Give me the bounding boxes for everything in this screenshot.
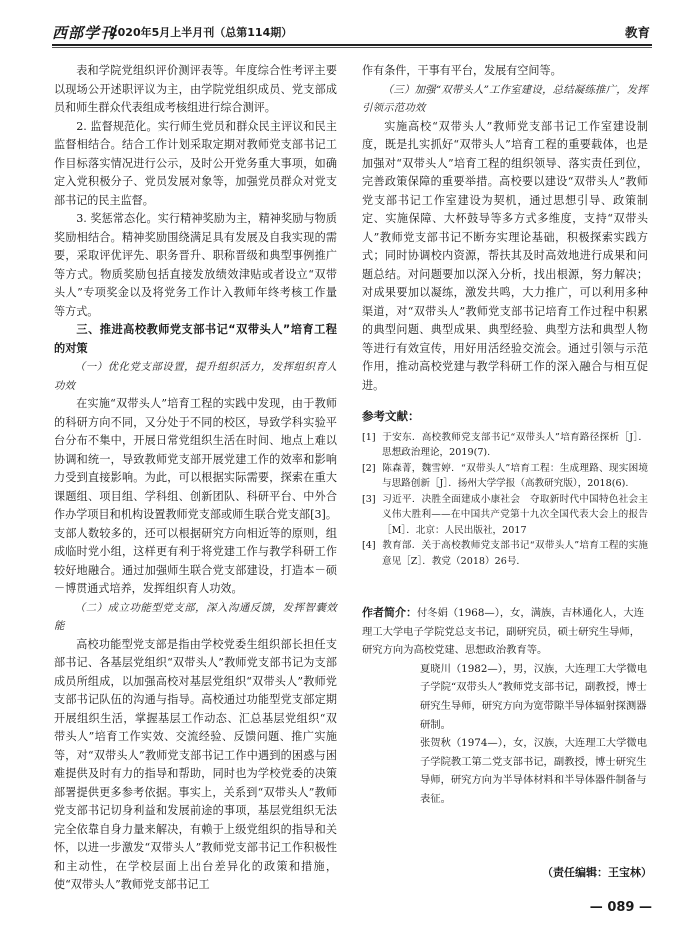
subsection-heading: （一）优化党支部设置，提升组织活力，发挥组织育人功效 — [54, 361, 337, 392]
author-bio: 作者简介：付冬娟（1968—），女，满族，吉林通化人，大连理工大学电子学院党总支书记，副研究员，硕士研究生导师，研究方向为高校党建、思想政治教育等。 — [362, 606, 644, 657]
paragraph: 3. 奖惩常态化。实行精神奖励为主，精神奖励与物质奖励相结合。精神奖励围绕满足具有发展及自我实现的需要，采取评优评先、职务晋升、职称晋级和典型事例推广等方式。物质奖励包括直接发放绩效津贴或者设立“双带头人”专项奖金以及将党务工作计入教师年终考核工作量等方式。 — [54, 212, 337, 318]
left-column — [54, 62, 337, 895]
author-bio: 张贺秋（1974—），女，汉族，大连理工大学微电子学院教工第二党支部书记，副教授，博士研究生导师，研究方向为半导体材料和半导体器件制备与表征。 — [420, 737, 647, 805]
reference-item: [2] 陈森菁，魏雪婷．“双带头人”培育工程：生成理路、现实困境与思路创新［J］．扬州大学学报（高教研究版），2018(6). — [362, 462, 648, 489]
paragraph: 表和学院党组织评价测评表等。年度综合性考评主要以现场公开述职评议为主，由学院党组织成员、党支部成员和师生群众代表组成考核组进行综合测评。 — [54, 64, 337, 114]
issue-info: 2020年5月上半月刊（总第114期） — [110, 26, 293, 39]
paragraph: 高校功能型党支部是指由学校党委生组织部长担任支部书记、各基层党组织“双带头人”教师党支部书记为支部成员所组成，以加强高校对基层党组织“双带头人”教师党支部书记队伍的沟通与指导。高校通过功能型党支部定期开展组织生活，掌握基层工作动态、汇总基层党组织“双带头人”培育工作实效、交流经验、反馈问题、推广实施等，对“双带头人”教师党支部书记工作中遇到的困惑与困难提供及时有力的指导和帮助，同时也为学校党委的决策部署提供更多参考依据。事实上，关系到“双带头人”教师党支部书记切身利益和发展前途的事项，基层党组织无法完全依靠自身力量来解决，有赖于上级党组织的指导和关怀，以进一步激发“双带头人”教师党支部书记工作积极性和主动性，在学校层面上出台差异化的政策和措施，使“双带头人”教师党支部书记工 — [54, 637, 337, 891]
paragraph: 在实施“双带头人”培育工程的实践中发现，由于教师的科研方向不同，又分处于不同的校区，导致学科实验平台分布不集中，开展日常党组织生活在时间、地点上难以协调和统一，导致教师党支部开展党建工作的效率和影响力受到直接影响。为此，可以根据实际需要，探索在重大课题组、项目组、学科组、创新团队、科研平台、中外合作办学项目和机构设置教师党支部或师生联合党支部[3]。支部人数较多的，还可以根据研究方向相近等的原则，组成临时党小组，这样更有利于将党建工作与教学科研工作较好地融合。通过加强师生联合党支部建设，打造本－硕－博贯通式培养，发挥组织育人功效。 — [54, 397, 337, 595]
page-number: — 089 — — [589, 900, 652, 915]
header-rule — [52, 44, 652, 46]
author-bios — [362, 604, 648, 809]
header-rule-thin — [52, 47, 652, 48]
page-header — [52, 20, 652, 44]
section-heading: 三、推进高校教师党支部书记“双带头人”培育工程的对策 — [54, 323, 337, 355]
journal-logo: 西部学刊 — [52, 24, 117, 42]
right-column — [362, 62, 648, 569]
section-label: 教育 — [624, 25, 650, 40]
references-title: 参考文献： — [362, 409, 420, 423]
paragraph-continued: 作有条件，干事有平台，发展有空间等。 — [362, 64, 562, 77]
editor-credit: （责任编辑：王宝林） — [542, 866, 652, 879]
paragraph: 实施高校“双带头人”教师党支部书记工作室建设制度，既是扎实抓好“双带头人”培育工程的重要载体，也是加强对“双带头人”培育工程的组织领导、落实责任到位，完善政策保障的重要举措。高校要以建设“双带头人”教师党支部书记工作室建设为契机，通过思想引导、政策制定、实施保障、大杯鼓导等多方式多维度，支持“双带头人”教师党支部书记不断夯实理论基础，积极探索实践方式；同时协调校内资源，帮扶其及时高效地进行成果和问题总结。对问题要加以深入分析，找出根源，努力解决；对成果要加以凝练，激发共鸣，大力推广，可以利用多种渠道，对“双带头人”教师党支部书记培育工作过程中积累的典型问题、典型成果、典型经验、典型方法和典型人物等进行有效宣传，用好用活经验交流会。通过引领与示范作用，推动高校党建与教学科研工作的深入融合与相互促进。 — [362, 119, 648, 392]
author-bio: 夏晓川（1982—），男，汉族，大连理工大学微电子学院“双带头人”教师党支部书记，副教授，博士研究生导师，研究方向为宽带隙半导体辐射探测器研制。 — [420, 662, 647, 731]
reference-item: [4] 教育部．关于高校教师党支部书记“双带头人”培育工程的实施意见［Z］．教党（2018）26号． — [362, 540, 648, 567]
subsection-heading: （二）成立功能型党支部，深入沟通反馈，发挥智囊效能 — [54, 601, 337, 632]
reference-item: [1] 于安东．高校教师党支部书记“双带头人”培育路径探析［J］．思想政治理论，2019(7). — [362, 431, 648, 458]
author-label: 作者简介： — [362, 606, 417, 619]
reference-item: [3] 习近平．决胜全面建成小康社会 夺取新时代中国特色社会主义伟大胜利——在中国共产党第十九次全国代表大会上的报告［M］．北京：人民出版社，2017 — [362, 493, 648, 536]
subsection-heading: （三）加强“双带头人”工作室建设，总结凝练推广，发挥引领示范功效 — [362, 83, 648, 114]
paragraph: 2. 监督规范化。实行师生党员和群众民主评议和民主监督相结合。结合工作计划采取定期对教师党支部书记工作目标落实情况进行公示，及时公开党务重大事项，如确定入党积极分子、党员发展对象等，加强党员群众对党支部书记的民主监督。 — [54, 119, 337, 207]
